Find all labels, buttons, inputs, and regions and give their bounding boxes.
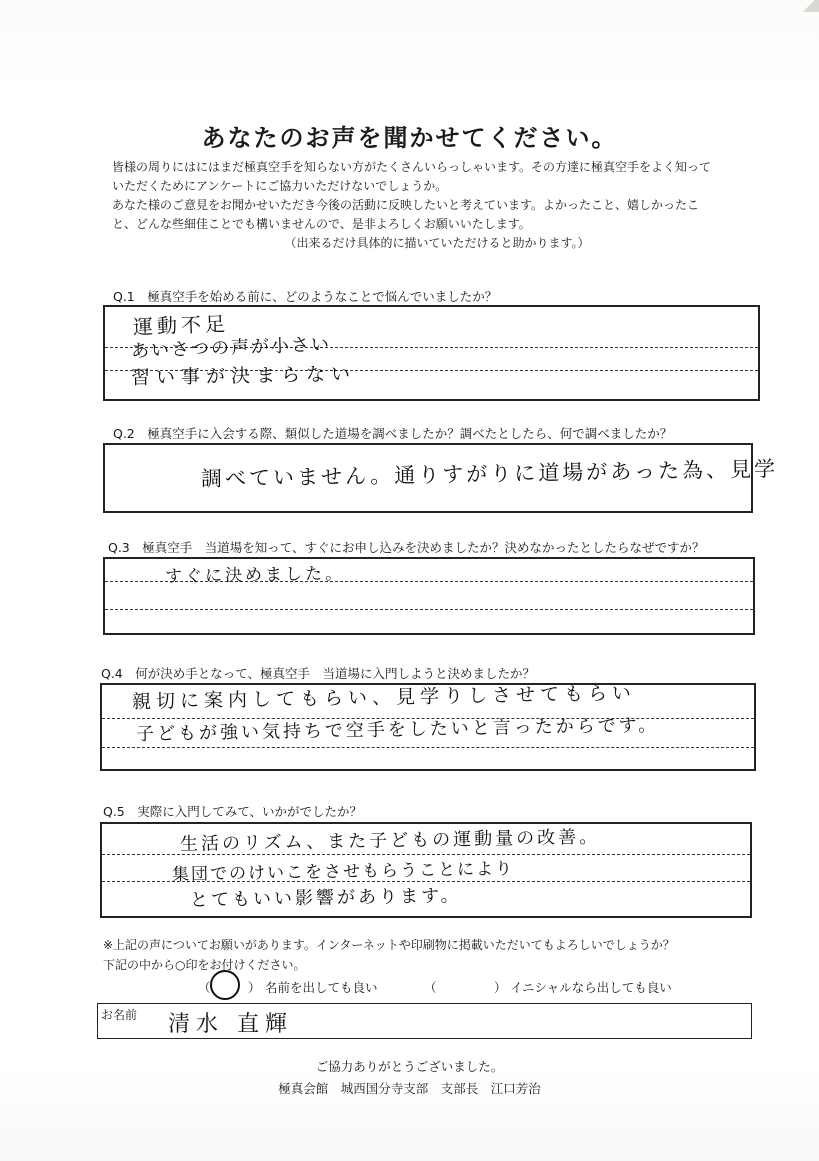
option-name-ok[interactable]: 名前を出しても良い	[265, 980, 378, 995]
handwritten-answer: 習い事が決まらない	[130, 363, 357, 389]
option-bracket-close: ）	[494, 980, 507, 995]
question-2-label: Q.2 極真空手に入会する際、類似した道場を調べましたか？調べたとしたら、何で調べましたか？	[113, 426, 673, 441]
question-3-label: Q.3 極真空手 当道場を知って、すぐにお申し込みを決めましたか？決めなかったとしたらなぜですか？	[108, 540, 705, 555]
intro-note: （出来るだけ具体的に描いていただけると助かります。）	[284, 236, 590, 250]
footer-org: 極真会館 城西国分寺支部 支部長 江口芳治	[278, 1081, 541, 1096]
handwritten-answer: あいさつの声が小さい	[130, 334, 332, 362]
handwritten-answer: 集団でのけいこをさせもらうことにより	[171, 859, 515, 885]
question-3-answer-box[interactable]	[103, 557, 755, 635]
option-bracket-open: （	[198, 980, 211, 995]
question-4-answer-box[interactable]	[100, 683, 756, 771]
option-initial-ok[interactable]: イニシャルなら出しても良い	[510, 980, 672, 995]
page-title: あなたのお声を聞かせてください。	[201, 124, 618, 152]
option-bracket-open: （	[424, 980, 437, 995]
handwritten-answer: 子どもが強い気持ちで空手をしたいと言ったからです。	[135, 714, 660, 745]
question-4-label: Q.4 何が決め手となって、極真空手 当道場に入門しようと決めましたか？	[101, 666, 536, 681]
intro-line: と、どんな些細佳ことでも構いませんので、是非よろしくお願いいたします。	[112, 217, 531, 231]
question-1-label: Q.1 極真空手を始める前に、どのようなことで悩んでいましたか？	[113, 289, 498, 304]
question-2-answer-box[interactable]	[103, 443, 779, 513]
permission-instruction: 下記の中から○印をお付けください。	[103, 958, 306, 972]
footer-thanks: ご協力ありがとうございました。	[315, 1059, 504, 1074]
intro-line: いただくためにアンケートにご協力いただけないでしょうか。	[112, 179, 448, 193]
intro-text	[112, 158, 762, 253]
selected-circle-mark	[210, 970, 240, 1000]
name-field[interactable]	[97, 1003, 752, 1039]
handwritten-answer: 運動不足	[132, 311, 230, 339]
name-label: お名前	[101, 1008, 138, 1022]
answer-rule	[105, 609, 753, 610]
name-value: 清水 直輝	[168, 1012, 293, 1037]
permission-note: ※上記の声についてお願いがあります。インターネットや印刷物に掲載いただいてもよろしいでしょうか？	[103, 938, 675, 952]
handwritten-answer: 調べていません。通りすがりに道場があった為、見学	[200, 456, 779, 491]
handwritten-answer: 親切に案内してもらい、見学りしさせてもらい	[131, 682, 637, 713]
intro-line: あなた様のご意見をお聞かせいただき今後の活動に反映したいと考えています。よかったこと、嬉しかったこ	[112, 198, 700, 212]
handwritten-answer: とてもいい影響があります。	[189, 885, 462, 911]
scan-edge	[799, 0, 819, 12]
permission-options	[0, 978, 819, 1002]
question-5-answer-box[interactable]	[100, 822, 752, 918]
question-1-answer-box[interactable]	[103, 305, 760, 401]
intro-line: 皆様の周りにはにはまだ極真空手を知らない方がたくさんいらっしゃいます。その方達に極真空手をよく知って	[112, 160, 712, 174]
handwritten-answer: すぐに決めました。	[164, 563, 346, 587]
handwritten-answer: 生活のリズム、また子どもの運動量の改善。	[179, 826, 601, 855]
answer-rule	[102, 747, 754, 748]
question-5-label: Q.5 実際に入門してみて、いかがでしたか？	[103, 804, 363, 819]
option-bracket-close: ）	[248, 980, 261, 995]
